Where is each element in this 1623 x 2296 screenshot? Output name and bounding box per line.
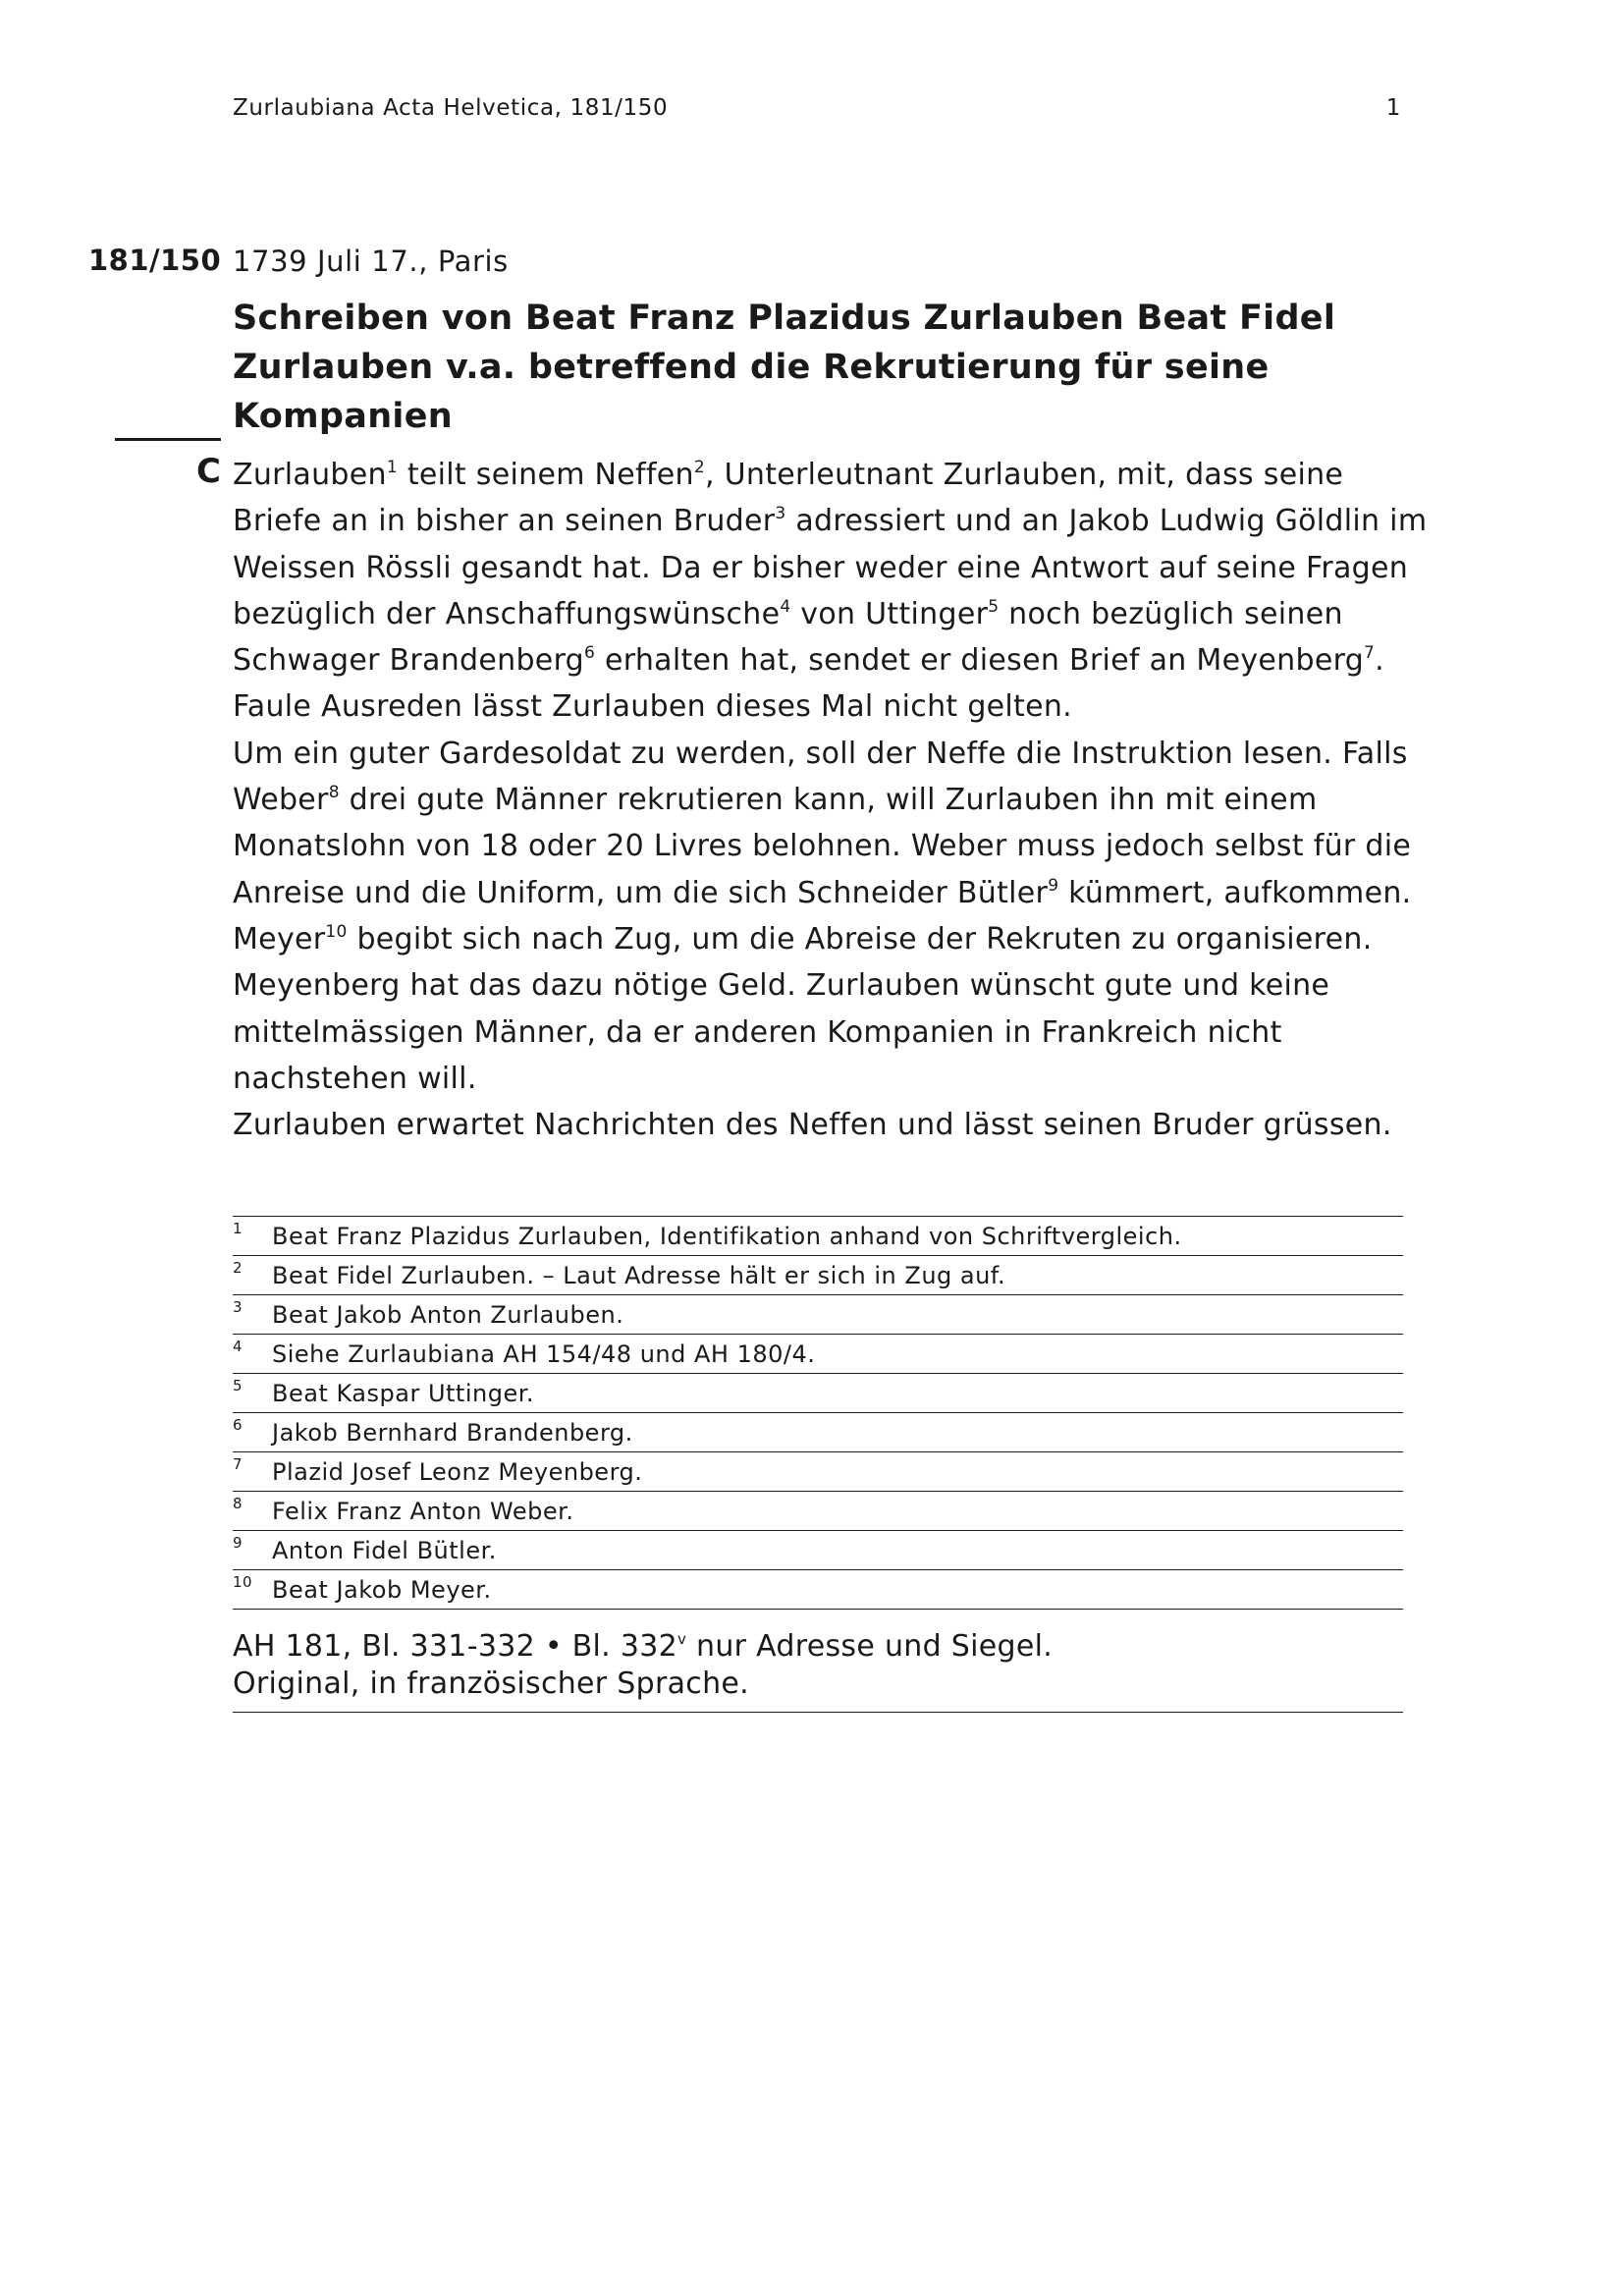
footnote-number: 8: [233, 1495, 243, 1512]
footnote-ref: 4: [780, 596, 791, 617]
footnote-item: [233, 1217, 1403, 1256]
footnote-ref: 3: [775, 504, 786, 524]
page-number: 1: [1385, 95, 1401, 121]
running-title: Zurlaubiana Acta Helvetica, 181/150: [233, 95, 669, 121]
footnote-item: [233, 1570, 1403, 1610]
footnotes: [233, 1216, 1403, 1610]
footnote-ref: 6: [584, 643, 596, 664]
abstract-text: teilt seinem Neffen: [397, 458, 694, 492]
footnote-text: Anton Fidel Bütler.: [272, 1537, 497, 1564]
footnote-text: Beat Jakob Meyer.: [272, 1576, 492, 1604]
abstract-text: adressiert und an Jakob Ludwig Göldlin im Weissen Rössli gesandt hat. Da er bisher weder eine Antwort auf seine Fragen bezüglich der Anschaffungswünsche: [233, 504, 1428, 631]
footnote-text: Plazid Josef Leonz Meyenberg.: [272, 1458, 643, 1486]
abstract-text: erhalten hat, sendet er diesen Brief an Meyenberg: [595, 643, 1365, 679]
footnote-ref: 2: [693, 458, 705, 477]
footnote-number: 5: [233, 1377, 243, 1394]
footnote-number: 7: [233, 1455, 243, 1473]
footnote-number: 3: [233, 1298, 243, 1316]
footnote-item: [233, 1413, 1403, 1452]
abstract: [233, 452, 1440, 1148]
margin-marker: C: [196, 452, 221, 491]
document-title: Schreiben von Beat Franz Plazidus Zurlauben Beat Fidel Zurlauben v.a. betreffend die Rekrutierung für seine Kompanien: [233, 299, 1336, 436]
abstract-text: von Uttinger: [790, 596, 989, 631]
footnote-ref: 5: [988, 596, 1000, 617]
footnote-ref: 1: [386, 458, 398, 477]
source-text: nur Adresse und Siegel.: [686, 1629, 1054, 1664]
footnote-item: [233, 1335, 1403, 1374]
abstract-text: begibt sich nach Zug, um die Abreise der Rekruten zu organisieren. Meyenberg hat das dazu nötige Geld. Zurlauben wünscht gute und keine mittelmässigen Männer, da er anderen Kompanien in Frankreich nicht nachstehen will.: [233, 921, 1373, 1096]
abstract-text: drei gute Männer rekrutieren kann, will Zurlauben ihn mit einem Monatslohn von 18 oder 20 Livres belohnen. Weber muss jedoch selbst für die Anreise und die Uniform, um die sich Schneider Bütler: [233, 783, 1412, 910]
abstract-text: , Unterleutnant Zurlauben, mit, dass seine Briefe an in bisher an seinen Bruder: [233, 458, 1344, 539]
running-head: [233, 95, 1401, 121]
footnote-text: Jakob Bernhard Brandenberg.: [272, 1419, 633, 1447]
abstract-text: kümmert, aufkommen. Meyer: [233, 875, 1412, 957]
source-text: AH 181, Bl. 331-332 • Bl. 332: [233, 1629, 678, 1664]
footnote-item: [233, 1374, 1403, 1413]
footnote-number: 10: [233, 1573, 253, 1591]
footnote-ref: 8: [328, 783, 340, 803]
footnote-item: [233, 1492, 1403, 1531]
document-number: 181/150: [88, 244, 222, 277]
margin-rule: [115, 438, 221, 441]
abstract-paragraph-2: [233, 731, 1440, 1102]
footnote-number: 4: [233, 1338, 243, 1355]
abstract-text: . Faule Ausreden lässt Zurlauben dieses Mal nicht gelten.: [233, 643, 1385, 725]
verso-mark: v: [677, 1630, 687, 1648]
footnote-ref: 9: [1048, 875, 1059, 896]
document-date-place: 1739 Juli 17., Paris: [233, 245, 509, 278]
footnote-text: Beat Kaspar Uttinger.: [272, 1380, 534, 1407]
source-signature: [233, 1628, 1403, 1666]
footnote-text: Beat Jakob Anton Zurlauben.: [272, 1301, 624, 1329]
source-note: [233, 1628, 1403, 1703]
footnote-text: Beat Fidel Zurlauben. – Laut Adresse hält er sich in Zug auf.: [272, 1262, 1006, 1289]
footnote-ref: 10: [325, 921, 348, 942]
footnote-number: 2: [233, 1259, 243, 1277]
footnote-item: [233, 1531, 1403, 1570]
abstract-text: noch bezüglich seinen Schwager Brandenberg: [233, 596, 1343, 679]
footnote-text: Felix Franz Anton Weber.: [272, 1498, 574, 1525]
footnote-number: 9: [233, 1534, 243, 1552]
footnote-item: [233, 1295, 1403, 1335]
abstract-paragraph-1: [233, 452, 1440, 731]
source-rule: [233, 1712, 1403, 1713]
footnote-text: Beat Franz Plazidus Zurlauben, Identifikation anhand von Schriftvergleich.: [272, 1223, 1182, 1250]
footnote-item: [233, 1256, 1403, 1295]
abstract-text: Zurlauben: [233, 458, 387, 492]
footnote-text: Siehe Zurlaubiana AH 154/48 und AH 180/4.: [272, 1340, 816, 1368]
footnote-ref: 7: [1364, 643, 1376, 664]
abstract-paragraph-3: Zurlauben erwartet Nachrichten des Neffen und lässt seinen Bruder grüssen.: [233, 1108, 1392, 1143]
abstract-text: Um ein guter Gardesoldat zu werden, soll der Neffe die Instruktion lesen. Falls Weber: [233, 736, 1408, 818]
footnote-number: 6: [233, 1416, 243, 1434]
footnote-item: [233, 1452, 1403, 1492]
footnote-number: 1: [233, 1220, 243, 1237]
source-description: Original, in französischer Sprache.: [233, 1667, 749, 1701]
